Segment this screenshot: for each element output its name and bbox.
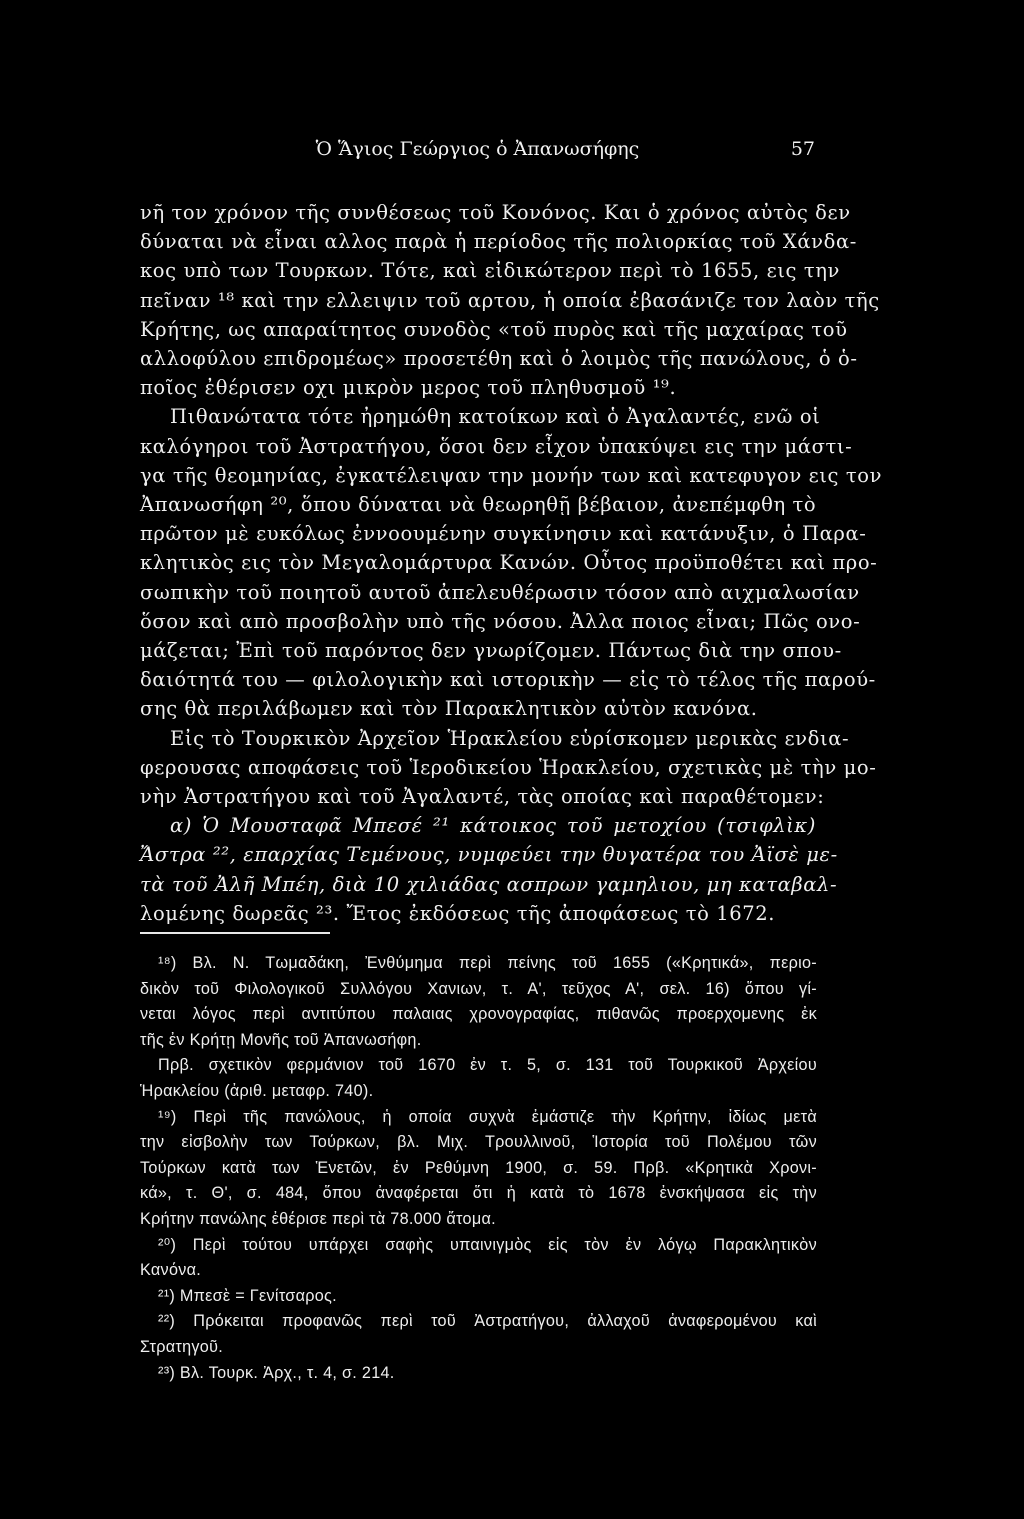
- text-line: Κρήτης, ως απαραίτητος συνοδὸς «τοῦ πυρὸς καὶ τῆς μαχαίρας τοῦ: [140, 317, 848, 341]
- text-line: λομένης δωρεᾶς ²³. Ἔτος ἐκδόσεως τῆς ἀποφάσεως τὸ 1672.: [140, 901, 776, 925]
- text-line: κος υπὸ των Τουρκων. Τότε, καὶ εἰδικώτερον περὶ τὸ 1655, εις την: [140, 259, 840, 283]
- footnote-separator: [140, 932, 330, 934]
- page-number: 57: [790, 138, 815, 160]
- text-line: ποῖος ἐθέρισεν οχι μικρὸν μερος τοῦ πληθυσμοῦ ¹⁹.: [140, 376, 677, 400]
- footnote-line: δικὸν τοῦ Φιλολογικοῦ Συλλόγου Χανιων, τ. Α', τεῦχος Α', σελ. 16) ὅπου γί-: [140, 979, 817, 998]
- text-line: δαιότητά του — φιλολογικὴν καὶ ιστορικὴν — εἰς τὸ τέλος τῆς παρού-: [140, 668, 876, 692]
- text-line: τὰ τοῦ Ἀλῆ Μπέη, διὰ 10 χιλιάδας ασπρων γαμηλιου, μη καταβαλ-: [140, 872, 838, 896]
- footnote-line: ¹⁹) Περὶ τῆς πανώλους, ἡ οποία συχνὰ ἐμάστιζε τὴν Κρήτην, ἰδίως μετὰ: [158, 1107, 817, 1126]
- running-header: [140, 138, 815, 168]
- text-line: α) Ὁ Μουσταφᾶ Μπεσέ ²¹ κάτοικος τοῦ μετοχίου (τσιφλὶκ): [170, 814, 816, 838]
- text-line: πρῶτον μὲ ευκόλως ἐννοουμένην συγκίνησιν καὶ κατάνυξιν, ὁ Παρα-: [140, 522, 867, 546]
- text-line: γα τῆς θεομηνίας, ἐγκατέλειψαν την μονήν των καὶ κατεφυγον εις τον: [140, 463, 883, 487]
- footnote-line: Στρατηγοῦ.: [140, 1337, 224, 1356]
- footnotes: [140, 951, 817, 1386]
- footnote-line: ²²) Πρόκειται προφανῶς περὶ τοῦ Ἀστρατήγου, ἀλλαχοῦ ἀναφερομένου καὶ: [158, 1312, 817, 1331]
- text-line: νὴν Ἀστρατήγου καὶ τοῦ Ἀγαλαντέ, τὰς οποίας καὶ παραθέτομεν:: [140, 785, 825, 809]
- text-line: καλόγηροι τοῦ Ἀστρατήγου, ὅσοι δεν εἶχον ὑπακύψει εις την μάστι-: [140, 434, 853, 458]
- footnote-line: ¹⁸) Βλ. Ν. Τωμαδάκη, Ἐνθύμημα περὶ πείνης τοῦ 1655 («Κρητικά», περιο-: [158, 954, 817, 972]
- text-line: νῆ τον χρόνον τῆς συνθέσεως τοῦ Κονόνος. Και ὁ χρόνος αὐτὸς δεν: [140, 201, 851, 224]
- footnote-line: τῆς ἐν Κρήτῃ Μονῆς τοῦ Ἀπανωσήφη.: [140, 1030, 422, 1049]
- footnote-line: νεται λόγος περὶ αντιτύπου παλαιας χρονογραφίας, πιθανῶς προερχομενης ἐκ: [140, 1005, 817, 1024]
- footnote-line: ²¹) Μπεσὲ = Γενίτσαρος.: [158, 1286, 337, 1305]
- footnote-line: Κρήτην πανώλης ἐθέρισε περὶ τὰ 78.000 ἄτομα.: [140, 1209, 496, 1228]
- footnote-line: ²⁰) Περὶ τούτου υπάρχει σαφὴς υπαινιγμὸς εἰς τὸν ἐν λόγῳ Παρακλητικὸν: [158, 1235, 817, 1254]
- text-line: δύναται νὰ εἶναι αλλος παρὰ ἡ περίοδος τῆς πολιορκίας τοῦ Χάνδα-: [140, 230, 857, 254]
- text-line: σωπικὴν τοῦ ποιητοῦ αυτοῦ ἀπελευθέρωσιν τόσον απὸ αιχμαλωσίαν: [140, 580, 860, 604]
- footnote-line: ²³) Βλ. Τουρκ. Ἀρχ., τ. 4, σ. 214.: [158, 1363, 395, 1382]
- text-line: μάζεται; Ἐπὶ τοῦ παρόντος δεν γνωρίζομεν. Πάντως διὰ την σπου-: [140, 639, 842, 663]
- text-line: ὅσον καὶ απὸ προσβολὴν υπὸ τῆς νόσου. Ἀλλα ποιος εἶναι; Πῶς ονο-: [140, 609, 861, 633]
- footnote-line: Ἡρακλείου (ἀριθ. μεταφρ. 740).: [140, 1081, 374, 1100]
- text-line: κλητικὸς εις τὸν Μεγαλομάρτυρα Κανών. Οὗτος προϋποθέτει καὶ προ-: [140, 551, 878, 575]
- text-line: Ἄστρα ²², επαρχίας Τεμένους, νυμφεύει την θυγατέρα του Ἀϊσὲ με-: [140, 843, 838, 867]
- text-line: φερουσας αποφάσεις τοῦ Ἱεροδικείου Ἡρακλείου, σχετικὰς μὲ τὴν μο-: [140, 755, 877, 779]
- text-line: σης θὰ περιλάβωμεν καὶ τὸν Παρακλητικὸν αὐτὸν κανόνα.: [140, 697, 758, 721]
- text-line: αλλοφύλου επιδρομέως» προσετέθη καὶ ὁ λοιμὸς τῆς πανώλους, ὁ ὁ-: [140, 347, 858, 371]
- text-line: Πιθανώτατα τότε ἠρημώθη κατοίκων καὶ ὁ Ἀγαλαντές, ενῶ οἱ: [170, 405, 821, 429]
- text-line: Εἰς τὸ Τουρκικὸν Ἀρχεῖον Ἡρακλείου εὑρίσκομεν μερικὰς ενδια-: [170, 726, 850, 750]
- footnote-line: Τούρκων κατὰ των Ἑνετῶν, ἐν Ρεθύμνη 1900, σ. 59. Πρβ. «Κρητικὰ Χρονι-: [140, 1158, 817, 1177]
- text-line: πεῖναν ¹⁸ καὶ την ελλειψιν τοῦ αρτου, ἡ οποία ἐβασάνιζε τον λαὸν τῆς: [140, 288, 880, 312]
- main-text: [140, 198, 883, 928]
- text-line: Ἀπανωσήφη ²⁰, ὅπου δύναται νὰ θεωρηθῇ βέβαιον, ἀνεπέμφθη τὸ: [140, 493, 817, 517]
- footnote-line: Κανόνα.: [140, 1261, 202, 1280]
- running-title: Ὁ Ἅγιος Γεώργιος ὁ Ἀπανωσήφης: [315, 138, 640, 160]
- footnote-line: Πρβ. σχετικὸν φερμάνιον τοῦ 1670 ἐν τ. 5, σ. 131 τοῦ Τουρκικοῦ Ἀρχείου: [158, 1056, 817, 1075]
- footnote-line: την εἰσβολὴν των Τούρκων, βλ. Μιχ. Τρουλλινοῦ, Ἱστορία τοῦ Πολέμου τῶν: [140, 1133, 817, 1152]
- footnote-line: κά», τ. Θ', σ. 484, ὅπου ἀναφέρεται ὅτι ἡ κατὰ τὸ 1678 ἐνσκήψασα εἰς τὴν: [140, 1184, 817, 1203]
